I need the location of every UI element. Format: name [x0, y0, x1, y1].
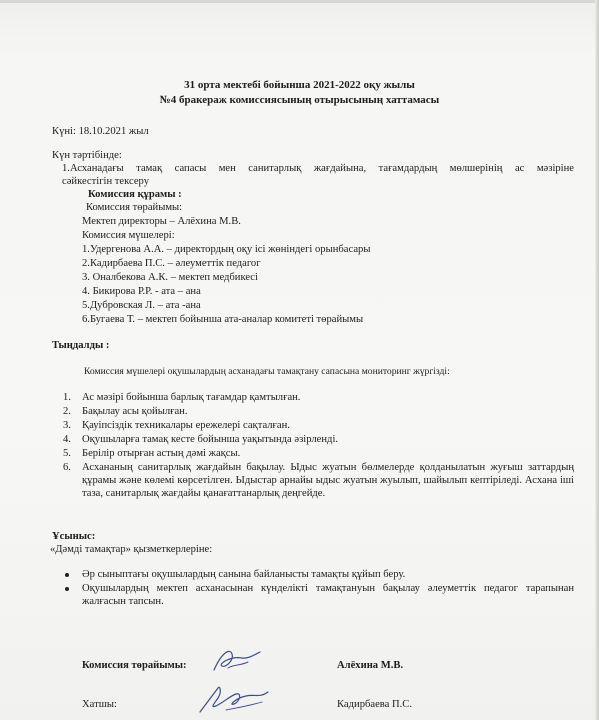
- scan-edge-right: [595, 0, 599, 720]
- commission-members-label: Комиссия мүшелері:: [82, 230, 175, 241]
- heard-item-number: 4.: [63, 434, 71, 445]
- heard-item-number: 6.: [63, 462, 71, 473]
- heard-item: Ас мәзірі бойынша барлық тағамдар қамтылған.: [82, 392, 301, 403]
- heard-item: Оқушыларға тамақ кесте бойынша уақытында әзірленді.: [82, 434, 339, 445]
- proposal-item: Әр сыныптағы оқушылардың санына байланысты тамақты құйып беру.: [82, 569, 406, 580]
- proposal-item: Оқушылардың мектеп асханасынан күнделікті тамақтануын бақылау әлеуметтік педагог тарапынан жалғасын тапсын.: [82, 583, 574, 607]
- commission-chair-label: Комиссия төрайымы:: [86, 202, 183, 213]
- document-title-line1: 31 орта мектебі бойынша 2021-2022 оқу жылы: [184, 79, 415, 91]
- commission-heading: Комиссия құрамы :: [88, 189, 182, 200]
- bullet-icon: [65, 573, 69, 577]
- heard-heading: Тыңдалды :: [52, 340, 110, 351]
- agenda-heading: Күн тәртібінде:: [52, 150, 122, 161]
- heard-item-number: 3.: [63, 420, 71, 431]
- agenda-item-line2: сәйкестігін тексеру: [62, 176, 150, 187]
- signature-secretary-label: Хатшы:: [82, 699, 117, 710]
- signature-chair-label: Комиссия төрайымы:: [82, 660, 187, 671]
- heard-intro: Комиссия мүшелері оқушылардың асханадағы тамақтану сапасына мониторинг жүргізді:: [84, 366, 450, 377]
- handwritten-signature-chair: [208, 646, 264, 676]
- protocol-date: Күні: 18.10.2021 жыл: [52, 126, 149, 137]
- heard-item: Қауіпсіздік техникалары ережелері сақталған.: [82, 420, 290, 431]
- heard-item-number: 2.: [63, 406, 71, 417]
- handwritten-signature-secretary: [196, 682, 274, 718]
- heard-item: Асхананың санитарлық жағдайын бақылау. Ыдыс жуатын бөлмелерде қолданылатын жуғыш заттардың құрамы және көлемі көрсетілген. Ыдыстар арнайы ыдыс жуатын жуылып, шайылып кептіріледі. Асхана іші таза, санитарлық жағдайы қанағаттанарлық деңгейде.: [82, 462, 574, 499]
- scan-edge-top: [0, 0, 599, 3]
- commission-member: 4. Бикирова Р.Р. - ата – ана: [82, 286, 201, 297]
- commission-member: 5.Дубровская Л. – ата -ана: [82, 300, 201, 311]
- heard-item: Бақылау асы қойылған.: [82, 406, 188, 417]
- signature-chair-name: Алёхина М.В.: [337, 660, 404, 671]
- proposal-heading: Ұсыныс:: [52, 531, 96, 542]
- proposal-addressee: «Дәмді тамақтар» қызметкерлеріне:: [50, 544, 213, 555]
- heard-item-number: 5.: [63, 448, 71, 459]
- bullet-icon: [65, 587, 69, 591]
- commission-member: 2.Кадирбаева П.С. – әлеуметтік педагог: [82, 258, 261, 269]
- commission-member: 3. Оналбекова А.К. – мектеп медбикесі: [82, 272, 258, 283]
- commission-member: 6.Бугаева Т. – мектеп бойынша ата-аналар комитеті төрайымы: [82, 314, 364, 325]
- signature-secretary-name: Кадирбаева П.С.: [337, 699, 413, 710]
- document-title-line2: №4 бракераж комиссиясының отырысының хаттамасы: [159, 94, 440, 106]
- heard-item-number: 1.: [63, 392, 71, 403]
- heard-item: Берілір отырған астың дәмі жақсы.: [82, 448, 241, 459]
- commission-member: 1.Удергенова А.А. – директордың оқу ісі жөніндегі орынбасары: [82, 244, 371, 255]
- agenda-item-line1: 1.Асханадағы тамақ сапасы мен санитарлық жағдайына, тағамдардың мөлшерінің ас мәзіріне: [62, 163, 574, 174]
- commission-chair: Мектеп директоры – Алёхина М.В.: [82, 216, 241, 227]
